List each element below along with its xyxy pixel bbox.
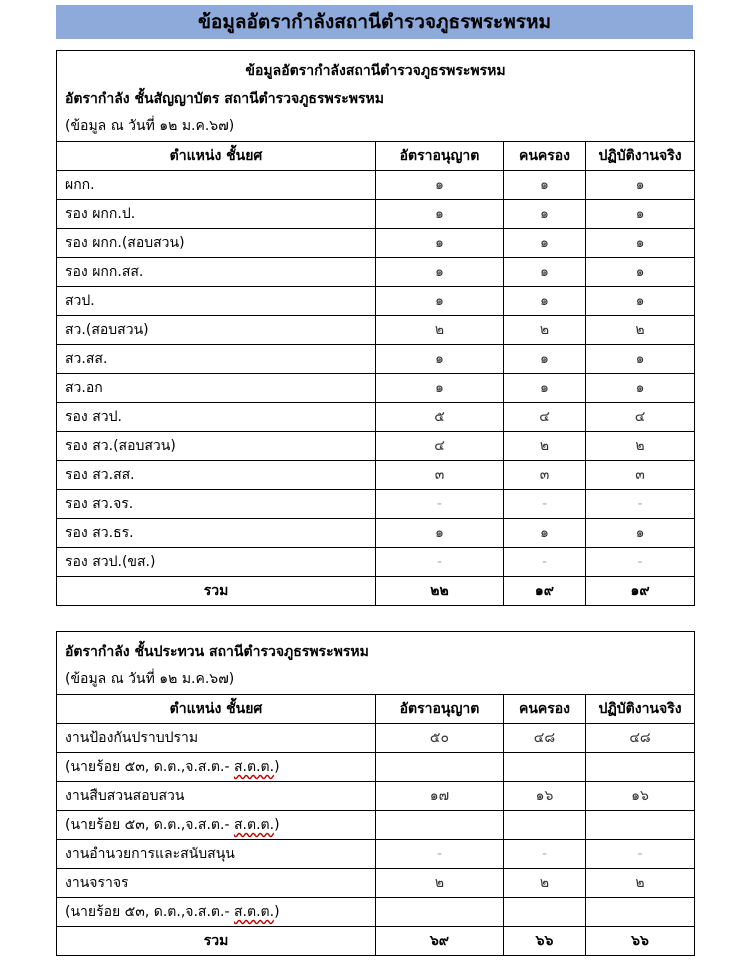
header-position: ตำแหน่ง ชั้นยศ	[57, 695, 376, 724]
date-note: (ข้อมูล ณ วันที่ ๑๒ ม.ค.๖๗)	[65, 118, 235, 134]
actual-cell: ๒	[586, 316, 695, 345]
actual-cell: ๔๘	[586, 724, 695, 753]
total-row	[57, 577, 695, 606]
header-allowed: อัตราอนุญาต	[376, 142, 504, 171]
table-caption-row	[57, 632, 695, 695]
allowed-cell: -	[376, 840, 504, 869]
actual-cell: ๑	[586, 258, 695, 287]
table-subtitle: อัตรากำลัง ชั้นสัญญาบัตร สถานีตำรวจภูธรพระพรหม	[65, 91, 384, 107]
actual-cell: ๑	[586, 200, 695, 229]
held-cell: ๑	[504, 345, 586, 374]
position-cell: สว.(สอบสวน)	[57, 316, 376, 345]
header-actual: ปฏิบัติงานจริง	[586, 142, 695, 171]
actual-cell: ๑	[586, 374, 695, 403]
allowed-cell: ๑	[376, 200, 504, 229]
date-note: (ข้อมูล ณ วันที่ ๑๒ ม.ค.๖๗)	[65, 671, 235, 687]
table-row	[57, 200, 695, 229]
position-cell: รอง สว.สส.	[57, 461, 376, 490]
allowed-cell	[376, 898, 504, 927]
allowed-cell: ๑	[376, 258, 504, 287]
table-row	[57, 519, 695, 548]
position-cell: สว.สส.	[57, 345, 376, 374]
actual-cell	[586, 753, 695, 782]
actual-cell: ๓	[586, 461, 695, 490]
position-cell: (นายร้อย ๕๓, ด.ต.,จ.ส.ต.- ส.ต.ต.)	[57, 811, 376, 840]
header-allowed: อัตราอนุญาต	[376, 695, 504, 724]
position-cell: รอง สว.จร.	[57, 490, 376, 519]
held-cell: -	[504, 548, 586, 577]
allowed-cell: ๑	[376, 171, 504, 200]
allowed-cell: ๒	[376, 316, 504, 345]
table-row	[57, 461, 695, 490]
table-row	[57, 490, 695, 519]
held-cell: ๑	[504, 287, 586, 316]
held-cell: -	[504, 840, 586, 869]
table-row	[57, 782, 695, 811]
held-cell	[504, 811, 586, 840]
total-row	[57, 927, 695, 956]
header-held: คนครอง	[504, 695, 586, 724]
actual-cell	[586, 811, 695, 840]
position-cell: งานอำนวยการและสนับสนุน	[57, 840, 376, 869]
total-label: รวม	[57, 927, 376, 956]
position-cell: รอง สวป.	[57, 403, 376, 432]
position-cell: สวป.	[57, 287, 376, 316]
allowed-cell: -	[376, 548, 504, 577]
position-cell: (นายร้อย ๕๓, ด.ต.,จ.ส.ต.- ส.ต.ต.)	[57, 753, 376, 782]
actual-cell: ๑	[586, 287, 695, 316]
actual-cell: -	[586, 548, 695, 577]
actual-cell: ๑	[586, 171, 695, 200]
held-cell: ๑	[504, 374, 586, 403]
position-cell: งานสืบสวนสอบสวน	[57, 782, 376, 811]
header-position: ตำแหน่ง ชั้นยศ	[57, 142, 376, 171]
officer-staffing-table	[56, 50, 695, 606]
position-cell: (นายร้อย ๕๓, ด.ต.,จ.ส.ต.- ส.ต.ต.)	[57, 898, 376, 927]
actual-cell: ๒	[586, 869, 695, 898]
header-row	[57, 695, 695, 724]
table-row	[57, 811, 695, 840]
position-cell: รอง สว.(สอบสวน)	[57, 432, 376, 461]
allowed-cell	[376, 753, 504, 782]
table-row	[57, 403, 695, 432]
header-held: คนครอง	[504, 142, 586, 171]
held-cell: ๓	[504, 461, 586, 490]
actual-cell: ๑	[586, 229, 695, 258]
held-cell: ๑	[504, 171, 586, 200]
table-row	[57, 287, 695, 316]
held-cell: ๑	[504, 200, 586, 229]
spellcheck-mark: ส.ต.ต.	[233, 759, 275, 775]
table-row	[57, 869, 695, 898]
spellcheck-mark: ส.ต.ต.	[233, 817, 275, 833]
held-cell: ๒	[504, 316, 586, 345]
actual-cell: ๑๖	[586, 782, 695, 811]
total-allowed: ๖๙	[376, 927, 504, 956]
held-cell: ๑	[504, 229, 586, 258]
total-label: รวม	[57, 577, 376, 606]
total-actual: ๖๖	[586, 927, 695, 956]
table-row	[57, 898, 695, 927]
total-held: ๖๖	[504, 927, 586, 956]
held-cell: -	[504, 490, 586, 519]
allowed-cell: ๑	[376, 229, 504, 258]
table-row	[57, 548, 695, 577]
position-cell: รอง ผกก.สส.	[57, 258, 376, 287]
total-allowed: ๒๒	[376, 577, 504, 606]
page-banner: ข้อมูลอัตรากำลังสถานีตำรวจภูธรพระพรหม	[56, 5, 693, 39]
held-cell: ๑๖	[504, 782, 586, 811]
held-cell	[504, 898, 586, 927]
table-row	[57, 374, 695, 403]
held-cell: ๑	[504, 519, 586, 548]
allowed-cell: ๑	[376, 287, 504, 316]
actual-cell: ๒	[586, 432, 695, 461]
header-actual: ปฏิบัติงานจริง	[586, 695, 695, 724]
actual-cell: ๔	[586, 403, 695, 432]
table-subtitle: อัตรากำลัง ชั้นประทวน สถานีตำรวจภูธรพระพรหม	[65, 644, 369, 660]
allowed-cell: ๒	[376, 869, 504, 898]
allowed-cell: -	[376, 490, 504, 519]
position-cell: รอง สวป.(ขส.)	[57, 548, 376, 577]
position-cell: ผกก.	[57, 171, 376, 200]
position-cell: รอง สว.ธร.	[57, 519, 376, 548]
table-row	[57, 345, 695, 374]
held-cell: ๒	[504, 869, 586, 898]
position-cell: งานจราจร	[57, 869, 376, 898]
actual-cell: ๑	[586, 519, 695, 548]
held-cell: ๔๘	[504, 724, 586, 753]
held-cell	[504, 753, 586, 782]
table-title: ข้อมูลอัตรากำลังสถานีตำรวจภูธรพระพรหม	[245, 63, 506, 79]
header-row	[57, 142, 695, 171]
table-row	[57, 229, 695, 258]
allowed-cell: ๑	[376, 519, 504, 548]
total-held: ๑๙	[504, 577, 586, 606]
table-row	[57, 258, 695, 287]
position-cell: งานป้องกันปราบปราม	[57, 724, 376, 753]
allowed-cell: ๔	[376, 432, 504, 461]
position-cell: รอง ผกก.(สอบสวน)	[57, 229, 376, 258]
allowed-cell: ๑	[376, 374, 504, 403]
spellcheck-mark: ส.ต.ต.	[233, 904, 275, 920]
actual-cell: ๑	[586, 345, 695, 374]
total-actual: ๑๙	[586, 577, 695, 606]
held-cell: ๔	[504, 403, 586, 432]
allowed-cell: ๓	[376, 461, 504, 490]
held-cell: ๒	[504, 432, 586, 461]
allowed-cell: ๑	[376, 345, 504, 374]
allowed-cell: ๑๗	[376, 782, 504, 811]
table-caption-row	[57, 51, 695, 142]
allowed-cell: ๕๐	[376, 724, 504, 753]
actual-cell	[586, 898, 695, 927]
position-cell: รอง ผกก.ป.	[57, 200, 376, 229]
table-row	[57, 171, 695, 200]
allowed-cell: ๕	[376, 403, 504, 432]
actual-cell: -	[586, 840, 695, 869]
table-row	[57, 432, 695, 461]
actual-cell: -	[586, 490, 695, 519]
nco-staffing-table	[56, 631, 695, 956]
table-row	[57, 724, 695, 753]
position-cell: สว.อก	[57, 374, 376, 403]
table-row	[57, 840, 695, 869]
allowed-cell	[376, 811, 504, 840]
table-row	[57, 316, 695, 345]
held-cell: ๑	[504, 258, 586, 287]
table-row	[57, 753, 695, 782]
